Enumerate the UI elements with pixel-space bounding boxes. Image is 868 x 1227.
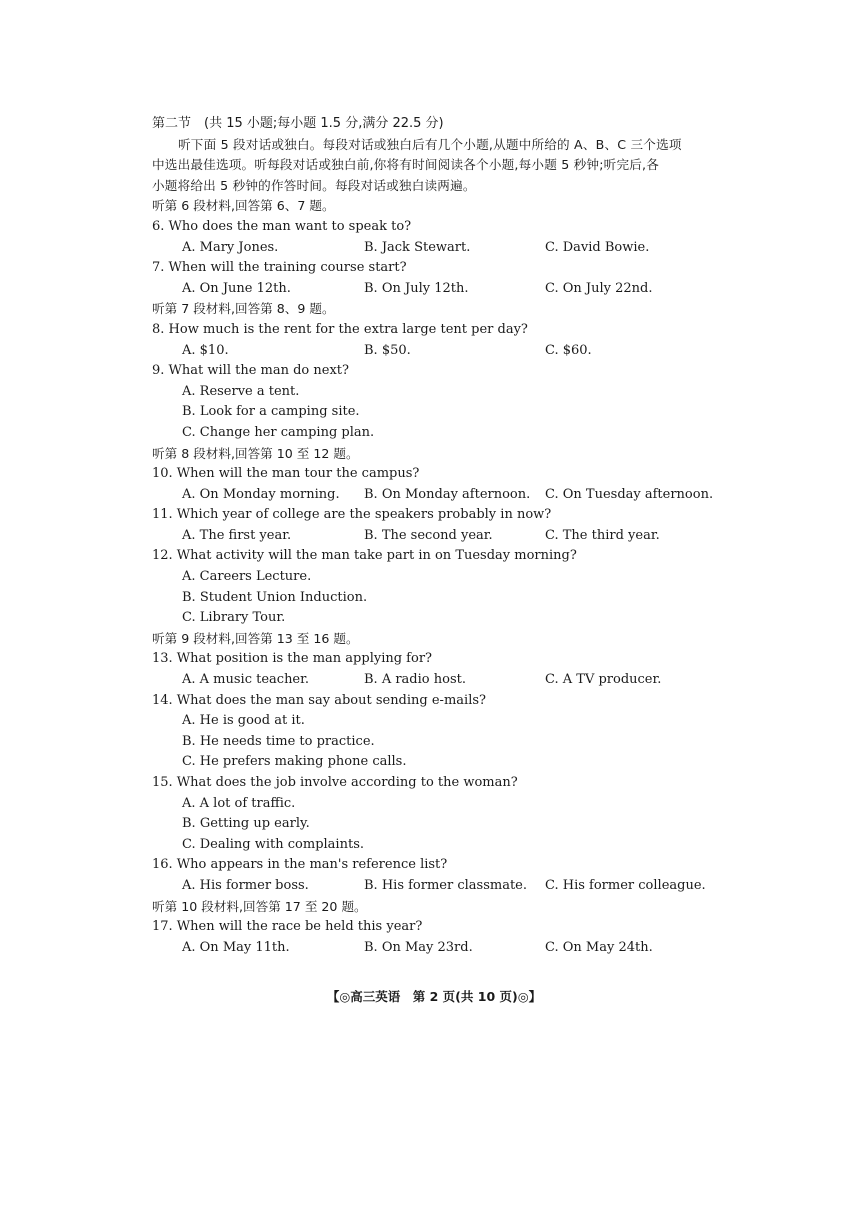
- option-a: A. His former boss.: [182, 877, 309, 893]
- option-a: A. Careers Lecture.: [182, 569, 312, 585]
- option-c: C. David Bowie.: [545, 239, 650, 255]
- option-a: A. Mary Jones.: [182, 239, 279, 255]
- option-c: C. A TV producer.: [545, 672, 662, 688]
- question-7: 7. When will the training course start?: [152, 260, 407, 276]
- option-c: C. Dealing with complaints.: [182, 836, 364, 852]
- material-8-heading: 听第 8 段材料,回答第 10 至 12 题。: [152, 445, 359, 461]
- question-14: 14. What does the man say about sending e-mails?: [152, 692, 486, 708]
- question-13-options: [152, 670, 732, 691]
- option-c: C. The third year.: [545, 527, 660, 543]
- option-c: C. His former colleague.: [545, 877, 706, 893]
- instruction-line-2: 中选出最佳选项。听每段对话或独白前,你将有时间阅读各个小题,每小题 5 秒钟;听完后,各: [152, 157, 660, 173]
- option-b: B. The second year.: [364, 527, 493, 543]
- page-footer: 【◎高三英语 第 2 页(共 10 页)◎】: [326, 989, 542, 1004]
- option-c: C. On July 22nd.: [545, 280, 653, 296]
- question-6: 6. Who does the man want to speak to?: [152, 218, 412, 234]
- option-a: A. He is good at it.: [182, 713, 305, 729]
- material-10-heading: 听第 10 段材料,回答第 17 至 20 题。: [152, 898, 367, 914]
- question-16-options: [152, 876, 732, 897]
- option-b: B. On July 12th.: [364, 280, 469, 296]
- option-b: B. A radio host.: [364, 672, 466, 688]
- option-b: B. Jack Stewart.: [364, 239, 471, 255]
- option-a: A. Reserve a tent.: [182, 383, 300, 399]
- option-b: B. $50.: [364, 342, 411, 358]
- question-11-options: [152, 526, 732, 547]
- option-a: A. On Monday morning.: [182, 486, 340, 502]
- question-10-options: [152, 485, 732, 506]
- question-12: 12. What activity will the man take part in on Tuesday morning?: [152, 548, 577, 564]
- question-17: 17. When will the race be held this year?: [152, 919, 423, 935]
- option-c: C. $60.: [545, 342, 592, 358]
- question-7-options: [152, 279, 732, 300]
- option-c: C. He prefers making phone calls.: [182, 754, 407, 770]
- question-10: 10. When will the man tour the campus?: [152, 466, 420, 482]
- question-17-options: [152, 938, 732, 959]
- section-title: 第二节 (共 15 小题;每小题 1.5 分,满分 22.5 分): [152, 116, 444, 131]
- material-6-heading: 听第 6 段材料,回答第 6、7 题。: [152, 198, 335, 214]
- option-b: B. His former classmate.: [364, 877, 527, 893]
- page-content: [152, 114, 732, 958]
- option-a: A. On May 11th.: [182, 939, 290, 955]
- question-9: 9. What will the man do next?: [152, 363, 349, 379]
- option-c: C. Library Tour.: [182, 610, 286, 626]
- option-c: C. Change her camping plan.: [182, 424, 375, 440]
- option-c: C. On May 24th.: [545, 939, 653, 955]
- option-b: B. Look for a camping site.: [182, 404, 360, 420]
- option-a: A. The first year.: [182, 527, 292, 543]
- option-a: A. On June 12th.: [182, 280, 291, 296]
- instruction-line-1: 听下面 5 段对话或独白。每段对话或独白后有几个小题,从题中所给的 A、B、C 三个选项: [178, 136, 682, 152]
- option-a: A. A lot of traffic.: [182, 795, 296, 811]
- question-13: 13. What position is the man applying for?: [152, 651, 433, 667]
- question-11: 11. Which year of college are the speakers probably in now?: [152, 507, 552, 523]
- question-6-options: [152, 238, 732, 259]
- question-8-options: [152, 341, 732, 362]
- option-b: B. He needs time to practice.: [182, 733, 375, 749]
- option-c: C. On Tuesday afternoon.: [545, 486, 714, 502]
- option-a: A. $10.: [182, 342, 229, 358]
- question-8: 8. How much is the rent for the extra large tent per day?: [152, 321, 528, 337]
- question-15: 15. What does the job involve according to the woman?: [152, 775, 518, 790]
- option-b: B. On May 23rd.: [364, 939, 473, 955]
- option-a: A. A music teacher.: [182, 672, 310, 688]
- instruction-line-3: 小题将给出 5 秒钟的作答时间。每段对话或独白读两遍。: [152, 177, 476, 193]
- option-b: B. On Monday afternoon.: [364, 486, 531, 502]
- option-b: B. Getting up early.: [182, 816, 310, 832]
- question-16: 16. Who appears in the man's reference list?: [152, 857, 448, 873]
- material-9-heading: 听第 9 段材料,回答第 13 至 16 题。: [152, 630, 359, 646]
- material-7-heading: 听第 7 段材料,回答第 8、9 题。: [152, 301, 335, 317]
- option-b: B. Student Union Induction.: [182, 589, 368, 605]
